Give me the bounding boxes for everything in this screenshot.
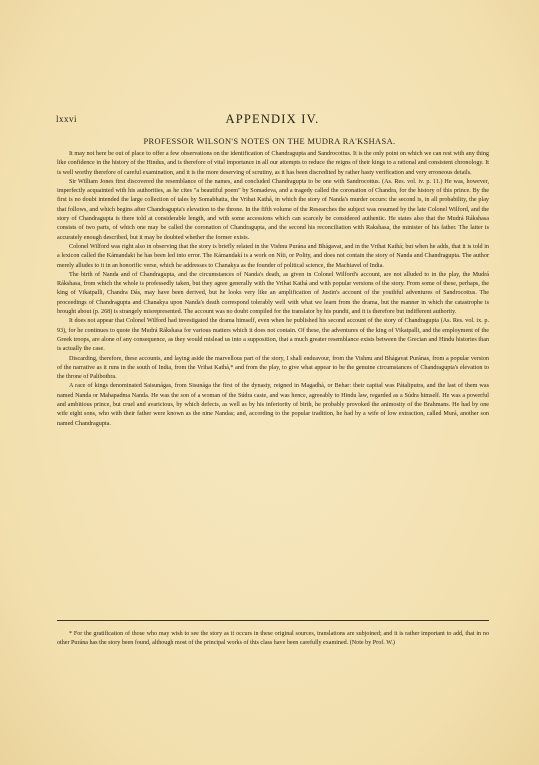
page-number: lxxvi <box>56 114 78 124</box>
paragraph: Sir William Jones first discovered the resemblance of the names, and concluded Chandragupta to be one with Sandrocottus. (As. Res. vol. iv. p. 11.) He was, however, imperfectly acquainted with his authorities, as he cites "a beautiful poem" by Somadeva, and a tragedy called the coronation of Chandra, for the history of this prince. By the first is no doubt intended the large collection of tales by Somabhatta, the Vrihat Kathá, in which the story of Nanda's murder occurs: the second is, in all probability, the play that follows, and which begins after Chandragupta's elevation to the throne. In the fifth volume of the Researches the subject was resumed by the late Colonel Wilford, and the story of Chandragupta is there told at considerable length, and with some accessions which can scarcely be considered authentic. He states also that the Mudrá Rákshasa consists of two parts, of which one may be called the coronation of Chandragupta, and the second his reconciliation with Rakshasa, the minister of his father. The latter is accurately enough described, but it may be doubted whether the former exists. <box>57 178 489 241</box>
footnote-text: * For the gratification of those who may wish to see the story as it occurs in these original sources, translations are subjoined; and it is rather important to add, that in no other Purána has the story been found, although most of the principal works of this class have been carefully examined. (Note by Prof. W.) <box>57 631 489 647</box>
paragraph: Colonel Wilford was right also in observing that the story is briefly related in the Vishnu Purána and Bhágavat, and in the Vrihat Kathá; but when he adds, that it is told in a lexicon called the Kámandaki he has been led into error. The Kámandakí is a work on Níti, or Polity, and does not contain the story of Nanda and Chandragupta. The author merely alludes to it in an honorific verse, which he addresses to Chanakya as the founder of political science, the Machiavel of India. <box>57 243 489 269</box>
body-text <box>57 150 489 429</box>
section-title: PROFESSOR WILSON'S NOTES ON THE MUDRA RA'KSHASA. <box>143 137 396 146</box>
page-header <box>56 112 489 128</box>
paragraph: It may not here be out of place to offer a few observations on the identification of Chandragupta and Sandrocottus. It is the only point on which we can rest with any thing like confidence in the history of the Hindus, and is therefore of vital importance in all our attempts to reduce the reigns of their kings to a rational and consistent chronology. It is well worthy therefore of careful examination, and it is the more deserving of scrutiny, as it has been discredited by rather hasty verification and very erroneous details. <box>57 151 489 176</box>
running-title: APPENDIX IV. <box>225 112 320 126</box>
paragraph: A race of kings denominated Saisunágas, from Sisunága the first of the dynasty, reigned in Magadhá, or Behar: their capital was Pátaliputra, and the last of them was named Nanda or Mahapadma Nanda. He was the son of a woman of the Súdra caste, and was hence, agreeably to Hindu law, regarded as a Súdra himself. He was a powerful and ambitious prince, but cruel and avaricious, by which defects, as well as by his inferiority of birth, he probably provoked the animosity of the Brahmans. He had by one wife eight sons, who with their father were known as the nine Nandas; and, according to the popular tradition, he had by a wife of low extraction, called Murá, another son named Chandragupta. <box>57 383 489 427</box>
paragraph: Discarding, therefore, these accounts, and laying aside the marvellous part of the story, I shall endeavour, from the Vishnu and Bhágavat Puránas, from a popular version of the narrative as it runs in the south of India, from the Vrihat Kathá,* and from the play, to give what appear to be the genuine circumstances of Chandragupta's elevation to the throne of Palibothra. <box>57 355 489 381</box>
footnote-rule <box>57 620 489 621</box>
paragraph: The birth of Nanda and of Chandragupta, and the circumstances of Nanda's death, as given in Colonel Wilford's account, are not alluded to in the play, the Mudrá Rákshasa, from which the whole is professedly taken, but they agree generally with the Vrihat Kathá and with popular versions of the story. From some of these, perhaps, the king of Vikatpalli, Chandra Dás, may have been derived, but he looks very like an amplification of Justin's account of the youthful adventures of Sandrocottus. The proceedings of Chandragupta and Chanakya upon Nanda's death correspond tolerably well with what we learn from the drama, but the manner in which the catastrophe is brought about (p. 268) is strangely misrepresented. The account was no doubt compiled for the translator by his pundit, and it is therefore but indifferent authority. <box>57 271 489 316</box>
footnote <box>57 630 489 648</box>
paragraph: It does not appear that Colonel Wilford had investigated the drama himself, even when he published his second account of the story of Chandragupta (As. Res. vol. ix. p. 93), for he continues to quote the Mudrá Rákshasa for various matters which it does not contain. Of these, the adventures of the king of Vikatpalli, and the employment of the Greek troops, are alone of any consequence, as they would mislead us into a supposition, that a much greater resemblance exists between the Grecian and Hindu histories than is actually the case. <box>57 318 489 353</box>
